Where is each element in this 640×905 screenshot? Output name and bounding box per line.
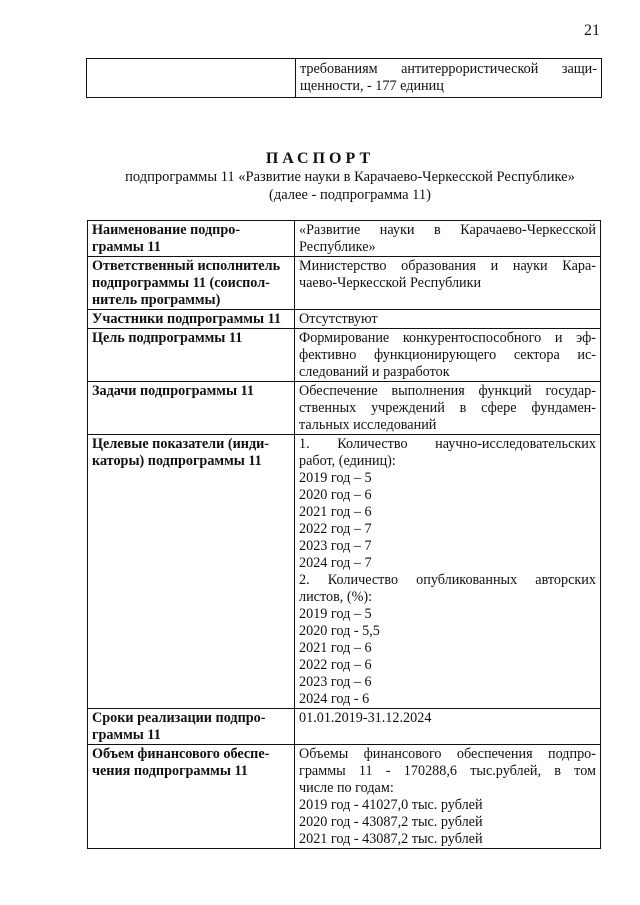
passport-subtitle [60, 169, 640, 204]
value-line: чаево-Черкесской Республики [299, 275, 482, 291]
value-line: 2019 год – 5 [299, 470, 372, 486]
row-label: Ответственный исполнитель подпрограммы 11 (соиспол-нитель программы) [88, 257, 295, 310]
row-value [295, 257, 601, 310]
value-line: 2019 год - 41027,0 тыс. рублей [299, 797, 483, 813]
value-line: 01.01.2019-31.12.2024 [299, 710, 432, 726]
value-line: следований и разработок [299, 364, 450, 380]
row-value [295, 435, 601, 709]
row-label: Участники подпрограммы 11 [88, 310, 295, 329]
subtitle-line: подпрограммы 11 «Развитие науки в Карачаево-Черкесской Республике» [125, 169, 575, 185]
value-line: 2020 год - 5,5 [299, 623, 380, 639]
row-value [295, 745, 601, 849]
value-line: 2024 год - 6 [299, 691, 370, 707]
row-value [295, 382, 601, 435]
value-line: 2021 год – 6 [299, 640, 372, 656]
row-label: Задачи подпрограммы 11 [88, 382, 295, 435]
value-line: Отсутствуют [299, 311, 378, 327]
row-value [295, 221, 601, 257]
value-line: граммы 11 - 170288,6 тыс.рублей, в том [299, 763, 596, 779]
value-line: 2020 год - 43087,2 тыс. рублей [299, 814, 483, 830]
table-row [88, 310, 601, 329]
subtitle-line: (далее - подпрограмма 11) [269, 186, 431, 203]
table-row [88, 257, 601, 310]
row-label: Объем финансового обеспе-чения подпрограммы 11 [88, 745, 295, 849]
value-line: 1. Количество научно-исследовательских [299, 436, 596, 452]
value-line: Республике» [299, 239, 376, 255]
row-value [295, 329, 601, 382]
empty-cell [87, 59, 296, 98]
row-value [295, 709, 601, 745]
row-value [295, 310, 601, 329]
row-label: Наименование подпро-граммы 11 [88, 221, 295, 257]
table-row [88, 745, 601, 849]
value-line: Обеспечение выполнения функций государ- [299, 383, 596, 399]
value-line: Объемы финансового обеспечения подпро- [299, 746, 596, 762]
value-line: 2. Количество опубликованных авторских [299, 572, 596, 588]
value-line: 2021 год - 43087,2 тыс. рублей [299, 831, 483, 847]
value-line: 2024 год – 7 [299, 555, 372, 571]
table-row [88, 709, 601, 745]
value-line: Министерство образования и науки Кара- [299, 258, 596, 274]
value-line: 2022 год – 7 [299, 521, 372, 537]
table-row [88, 382, 601, 435]
value-line: фективно функционирующего сектора ис- [299, 347, 596, 363]
value-line: 2023 год – 6 [299, 674, 372, 690]
table-row [87, 59, 602, 98]
table-row [88, 329, 601, 382]
passport-table [87, 220, 601, 849]
continuation-cell [296, 59, 602, 98]
passport-title: ПАСПОРТ [265, 150, 375, 167]
continuation-line: щенности, - 177 единиц [300, 78, 444, 94]
value-line: работ, (единиц): [299, 453, 396, 469]
page-number: 21 [584, 22, 600, 39]
value-line: 2020 год – 6 [299, 487, 372, 503]
table-row [88, 435, 601, 709]
value-line: 2019 год – 5 [299, 606, 372, 622]
value-line: ственных учреждений в сфере фундамен- [299, 400, 596, 416]
value-line: Формирование конкурентоспособного и эф- [299, 330, 596, 346]
row-label: Цель подпрограммы 11 [88, 329, 295, 382]
value-line: 2023 год – 7 [299, 538, 372, 554]
value-line: 2022 год – 6 [299, 657, 372, 673]
table-row [88, 221, 601, 257]
row-label: Целевые показатели (инди-каторы) подпрограммы 11 [88, 435, 295, 709]
value-line: «Развитие науки в Карачаево-Черкесской [299, 222, 596, 238]
value-line: 2021 год – 6 [299, 504, 372, 520]
row-label: Сроки реализации подпро-граммы 11 [88, 709, 295, 745]
value-line: листов, (%): [299, 589, 373, 605]
continuation-line: требованиям антитеррористической защи- [300, 61, 597, 77]
value-line: числе по годам: [299, 780, 394, 796]
value-line: тальных исследований [299, 417, 437, 433]
continuation-table [86, 58, 602, 98]
